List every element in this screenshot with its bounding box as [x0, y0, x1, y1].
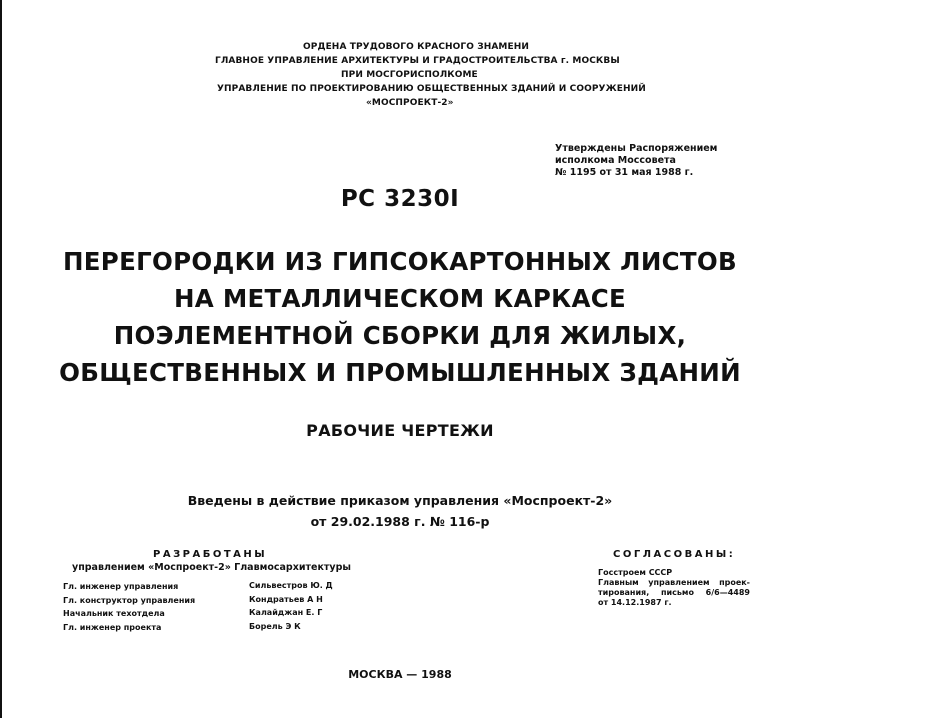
document-code: РС 3230І	[340, 186, 460, 212]
publication-place-year: МОСКВА — 1988	[348, 668, 452, 681]
title-line: НА МЕТАЛЛИЧЕСКОМ КАРКАСЕ	[173, 284, 627, 313]
signatory-role: Начальник техотдела	[63, 609, 165, 618]
approval-line: Утверждены Распоряжением	[555, 143, 718, 154]
enactment-note	[150, 490, 650, 532]
signatory-role: Гл. инженер управления	[63, 582, 179, 591]
approval-line: исполкома Моссовета	[555, 155, 676, 166]
approval-line: № 1195 от 31 мая 1988 г.	[555, 167, 694, 178]
signatory-role: Гл. инженер проекта	[63, 623, 162, 632]
page-left-border	[0, 0, 2, 718]
header-line-mosproekt: «МОСПРОЕКТ-2»	[366, 98, 454, 108]
agreed-line: Главным управлением проек-	[598, 578, 750, 587]
agreed-line: Госстроем СССР	[598, 568, 673, 577]
title-line: ПОЭЛЕМЕНТНОЙ СБОРКИ ДЛЯ ЖИЛЫХ,	[113, 321, 687, 350]
document-subtitle: РАБОЧИЕ ЧЕРТЕЖИ	[306, 421, 494, 440]
agreed-line: от 14.12.1987 г.	[598, 598, 672, 607]
signatory-role: Гл. конструктор управления	[63, 596, 196, 605]
header-line-order: ОРДЕНА ТРУДОВОГО КРАСНОГО ЗНАМЕНИ	[303, 42, 529, 52]
agreed-line: тирования, письмо 6/6—4489	[598, 588, 750, 597]
approval-note	[555, 143, 717, 179]
developed-heading: РАЗРАБОТАНЫ	[153, 549, 268, 560]
agreed-details	[598, 568, 750, 608]
document-title	[40, 243, 760, 391]
enactment-line: Введены в действие приказом управления «Моспроект-2»	[187, 493, 613, 508]
enactment-line: от 29.02.1988 г. № 116-р	[310, 514, 490, 529]
header-line-mosgorispolkom: ПРИ МОСГОРИСПОЛКОМЕ	[341, 70, 478, 80]
signatory-name: Кондратьев А Н	[249, 595, 323, 604]
signatory-name: Калайджан Е. Г	[249, 608, 323, 617]
title-line: ОБЩЕСТВЕННЫХ И ПРОМЫШЛЕННЫХ ЗДАНИЙ	[59, 358, 741, 387]
signatory-name: Сильвестров Ю. Д	[249, 581, 333, 590]
title-line: ПЕРЕГОРОДКИ ИЗ ГИПСОКАРТОННЫХ ЛИСТОВ	[62, 247, 738, 276]
header-line-main-directorate: ГЛАВНОЕ УПРАВЛЕНИЕ АРХИТЕКТУРЫ И ГРАДОСТРОИТЕЛЬСТВА г. МОСКВЫ	[215, 56, 620, 66]
signatory-name: Борель Э К	[249, 622, 301, 631]
developed-organization: управлением «Моспроект-2» Главмосархитектуры	[72, 562, 351, 573]
header-line-design-directorate: УПРАВЛЕНИЕ ПО ПРОЕКТИРОВАНИЮ ОБЩЕСТВЕННЫХ ЗДАНИЙ И СООРУЖЕНИЙ	[217, 84, 646, 94]
agreed-heading: СОГЛАСОВАНЫ:	[613, 549, 736, 560]
